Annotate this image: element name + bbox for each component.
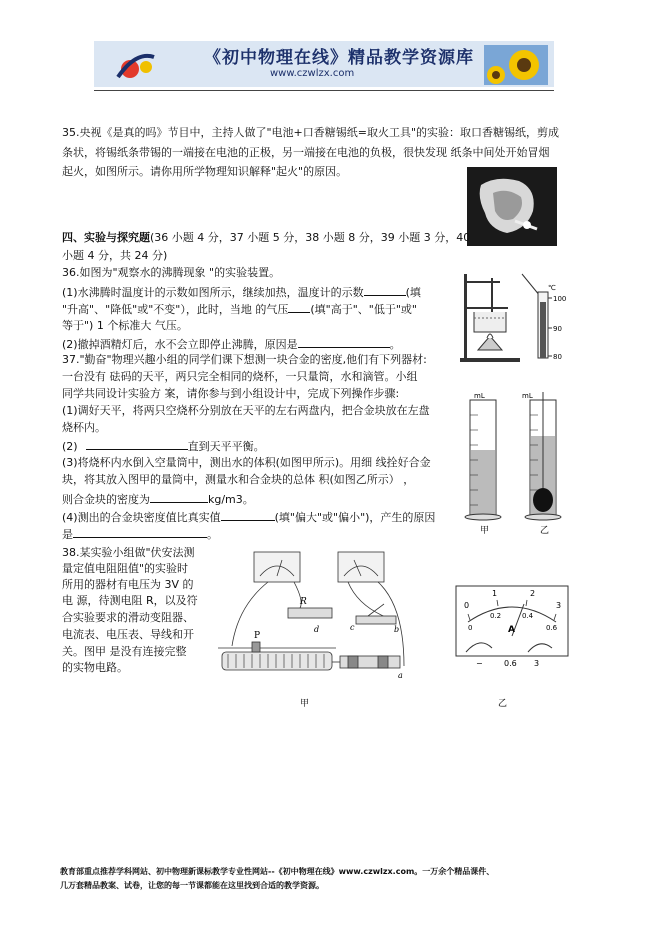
q37-line-11a: 是 [62,528,73,541]
q37-line-5: 烧杯内。 [62,421,106,434]
tinfoil-fire-photo [467,167,557,246]
q37-line-6b: 直到天平平衡。 [187,440,265,453]
q37-line-3: 同学共同设计实验方 案，请你参与到小组设计中，完成下列操作步骤: [62,387,400,400]
q36-line-2 [62,283,421,301]
q37-line-10b: (填"偏大"或"偏小")，产生的原因 [274,511,436,524]
q37-line-6 [62,437,265,455]
q38-line-3: 所用的器材有电压为 3V 的 [62,578,194,591]
section4-heading-rest: (36 小题 4 分，37 小题 5 分，38 小题 8 分，39 小题 3 分，40 [150,231,471,244]
q38-line-2: 量定值电阻阻值"的实验时 [62,562,189,575]
q37-line-9 [62,490,254,508]
cylinder-jia-unit: mL [474,392,485,400]
q36-blank-1[interactable] [364,283,406,296]
ammeter-top-2: 2 [530,589,536,598]
circuit-label-d: d [314,625,320,634]
thermo-tick-90: 90 [553,325,562,333]
q37-line-2: 一台没有 砝码的天平，两只完全相同的烧杯，一只量筒，水和滴管。小组 [62,370,418,383]
sunflower-icon [484,45,548,85]
section4-heading [62,230,470,246]
section4-heading-bold: 四、实验与探究题 [62,231,150,244]
q38-line-4: 电 源，待测电阻 R，以及符 [62,594,198,607]
thermo-unit: ℃ [548,284,556,292]
q35-line-2: 条状，将锡纸条带锡的一端接在电池的正极，另一端接在电池的负极，很快发现 纸条中间处开始冒烟 [62,146,550,159]
banner-url: www.czwlzx.com [270,68,355,79]
footer-line-2: 几万套精品教案、试卷，让您的每一节课都能在这里找到合适的教学资源。 [60,881,324,890]
header-rule [94,90,554,91]
q37-line-10 [62,508,435,526]
ammeter-terminal-06: 0.6 [504,659,517,668]
q37-line-4: (1)调好天平，将两只空烧杯分别放在天平的左右两盘内，把合金块放在左盘 [62,404,430,417]
ammeter-top-3: 3 [556,601,562,610]
circuit-caption-yi: 乙 [498,699,508,708]
q37-line-11b: 。 [207,528,218,541]
q37-line-8: 块，将其放入图甲的量筒中，测量水和合金块的总体 积(如图乙所示） ， [62,473,415,486]
q37-line-9a: 则合金块的密度为 [62,493,150,506]
q37-blank-3[interactable] [221,508,275,521]
q36-line-1: 36.如图为"观察水的沸腾现象 "的实验装置。 [62,266,281,279]
q35-line-3: 起火，如图所示。请你用所学物理知识解释"起火"的原因。 [62,165,348,178]
banner-title: 《初中物理在线》精品教学资源库 [204,48,474,68]
q38-line-6: 电流表、电压表、导线和开 [62,628,194,641]
ammeter-figure-yi [452,578,574,708]
boiling-apparatus-figure [452,268,572,368]
ammeter-bottom-3: 0.6 [546,624,558,632]
cylinder-yi [522,392,561,520]
q36-line-5a: (2)撤掉酒精灯后，水不会立即停止沸腾，原因是 [62,338,298,351]
ammeter-top-1: 1 [492,589,498,598]
cylinder-label-jia: 甲 [480,526,490,536]
q37-blank-2[interactable] [150,490,208,503]
circuit-label-b: b [394,625,400,634]
q38-line-8: 的实物电路。 [62,661,128,674]
q36-line-3b: (填"高于"、"低于"或" [310,303,417,316]
q37-line-10a: (4)测出的合金块密度值比真实值 [62,511,221,524]
section4-line-2: 小题 4 分，共 24 分) [62,249,168,262]
q37-line-11 [62,525,218,543]
circuit-label-a: a [398,671,403,680]
circuit-label-c: c [350,623,355,632]
thermo-tick-80: 80 [553,353,562,361]
ammeter-bottom-0: 0 [468,624,473,632]
circuit-label-P: P [254,631,261,641]
q38-line-5: 合实验要求的滑动变阻器、 [62,611,194,624]
q36-line-5 [62,335,401,353]
q36-line-5b: 。 [389,338,401,351]
ammeter-bottom-1: 0.2 [490,612,502,620]
ammeter-bottom-2: 0.4 [522,612,534,620]
cylinder-yi-unit: mL [522,392,533,400]
thermo-tick-100: 100 [553,295,567,303]
circuit-label-R: R [300,597,307,607]
ammeter-terminal-3: 3 [534,659,540,668]
q37-blank-4[interactable] [73,525,207,538]
site-logo-icon [114,47,158,83]
header-banner [94,41,554,87]
q37-line-7: (3)将烧杯内水倒入空量筒中，测出水的体积(如图甲所示)。用细 线拴好合金 [62,456,431,469]
ammeter-terminal-neg: − [476,659,483,668]
cylinder-label-yi: 乙 [540,526,550,536]
q38-line-1: 38.某实验小组做"伏安法测 [62,546,195,559]
graduated-cylinders-figure [462,390,572,536]
ammeter-unit: A [508,625,515,635]
cylinder-jia [465,392,501,520]
q35-line-1: 35.央视《是真的吗》节目中，主持人做了"电池+口香糖锡纸=取火工具"的实验：取口香糖锡纸，剪成 [62,126,560,139]
footer-line-1: 教育部重点推荐学科网站、初中物理新课标教学专业性网站--《初中物理在线》www.czwlzx.com。一万余个精品课件、 [60,867,495,876]
q37-blank-1[interactable] [86,437,188,450]
ammeter-top-0: 0 [464,601,470,610]
q36-blank-3[interactable] [298,335,390,348]
q37-line-6a: (2) [62,440,78,453]
q36-blank-2[interactable] [288,300,310,313]
q36-line-3a: "升高"、"降低"或"不变"），此时，当地 的气压 [62,303,289,316]
q36-line-3 [62,300,417,318]
q38-line-7: 关。图甲 是没有连接完整 [62,645,187,658]
q36-line-2b: (填 [405,286,421,299]
q36-line-2a: (1)水沸腾时温度计的示数如图所示，继续加热，温度计的示数 [62,286,364,299]
circuit-figure-jia [208,546,418,712]
circuit-caption-jia: 甲 [300,699,310,709]
q37-line-1: 37."勤奋"物理兴趣小组的同学们课下想测一块合金的密度,他们有下列器材: [62,353,427,366]
q36-line-4: 等于") 1 个标准大 气压。 [62,319,188,332]
q37-line-9b: kg/m3。 [208,493,254,506]
